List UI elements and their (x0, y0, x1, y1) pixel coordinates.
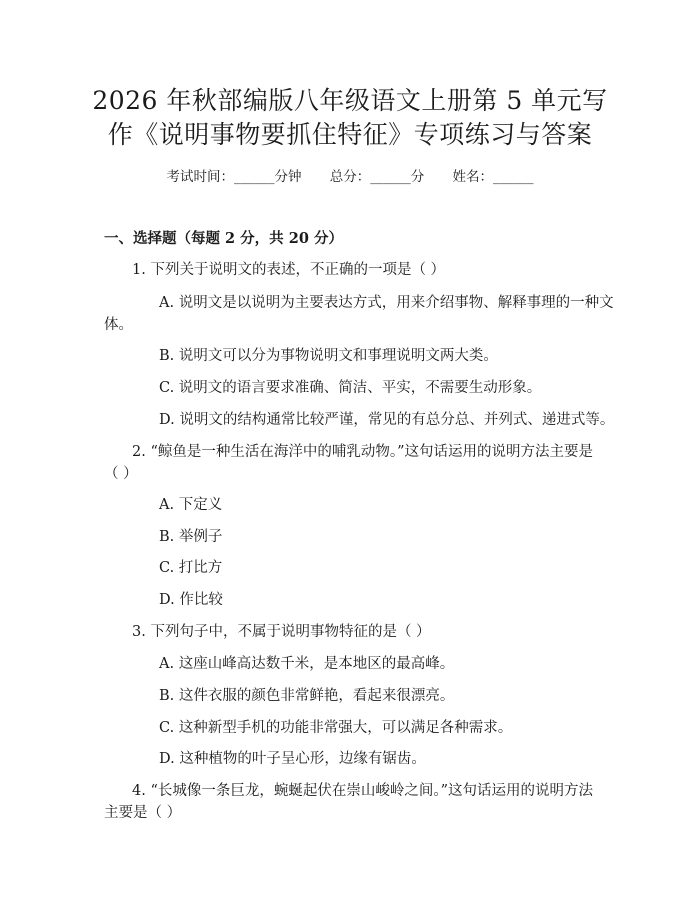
question-3-stem: 3. 下列句子中，不属于说明事物特征的是（ ） (132, 624, 431, 640)
question-2-option-a: A. 下定义 (159, 497, 223, 513)
question-1-option-b: B. 说明文可以分为事物说明文和事理说明文两大类。 (159, 348, 498, 364)
question-4-stem: 4. “长城像一条巨龙，蜿蜒起伏在崇山峻岭之间。”这句话运用的说明方法 (132, 783, 594, 799)
exam-info (0, 166, 700, 188)
question-3-option-c: C. 这种新型手机的功能非常强大，可以满足各种需求。 (159, 720, 513, 736)
question-2-option-d: D. 作比较 (159, 592, 223, 608)
question-1-option-a-continued: 体。 (104, 317, 133, 333)
exam-name: 姓名：______ (452, 169, 534, 185)
document-title-line-2: 作《说明事物要抓住特征》专项练习与答案 (107, 120, 593, 149)
question-1-option-c: C. 说明文的语言要求准确、简洁、平实，不需要生动形象。 (159, 380, 542, 396)
document-title-line-1: 2026 年秋部编版八年级语文上册第 5 单元写 (92, 86, 608, 115)
question-2-option-c: C. 打比方 (159, 560, 223, 576)
question-1-option-d: D. 说明文的结构通常比较严谨，常见的有总分总、并列式、递进式等。 (159, 412, 615, 428)
question-3-option-a: A. 这座山峰高达数千米，是本地区的最高峰。 (159, 656, 455, 672)
question-1-option-a: A. 说明文是以说明为主要表达方式，用来介绍事物、解释事理的一种文 (159, 295, 614, 311)
question-2-stem-continued: （ ） (104, 466, 138, 482)
question-3-option-b: B. 这件衣服的颜色非常鲜艳，看起来很漂亮。 (159, 688, 455, 704)
question-3-option-d: D. 这种植物的叶子呈心形，边缘有锯齿。 (159, 751, 426, 767)
question-2-option-b: B. 举例子 (159, 529, 223, 545)
question-2-stem: 2. “鲸鱼是一种生活在海洋中的哺乳动物。”这句话运用的说明方法主要是 (132, 444, 594, 460)
section-title-choice: 一、选择题（每题 2 分，共 20 分） (104, 230, 343, 247)
question-4-stem-continued: 主要是（ ） (104, 805, 182, 821)
exam-time: 考试时间：______分钟 (166, 169, 302, 185)
question-1-stem: 1. 下列关于说明文的表述，不正确的一项是（ ） (132, 262, 446, 278)
exam-score: 总分：______分 (329, 169, 425, 185)
